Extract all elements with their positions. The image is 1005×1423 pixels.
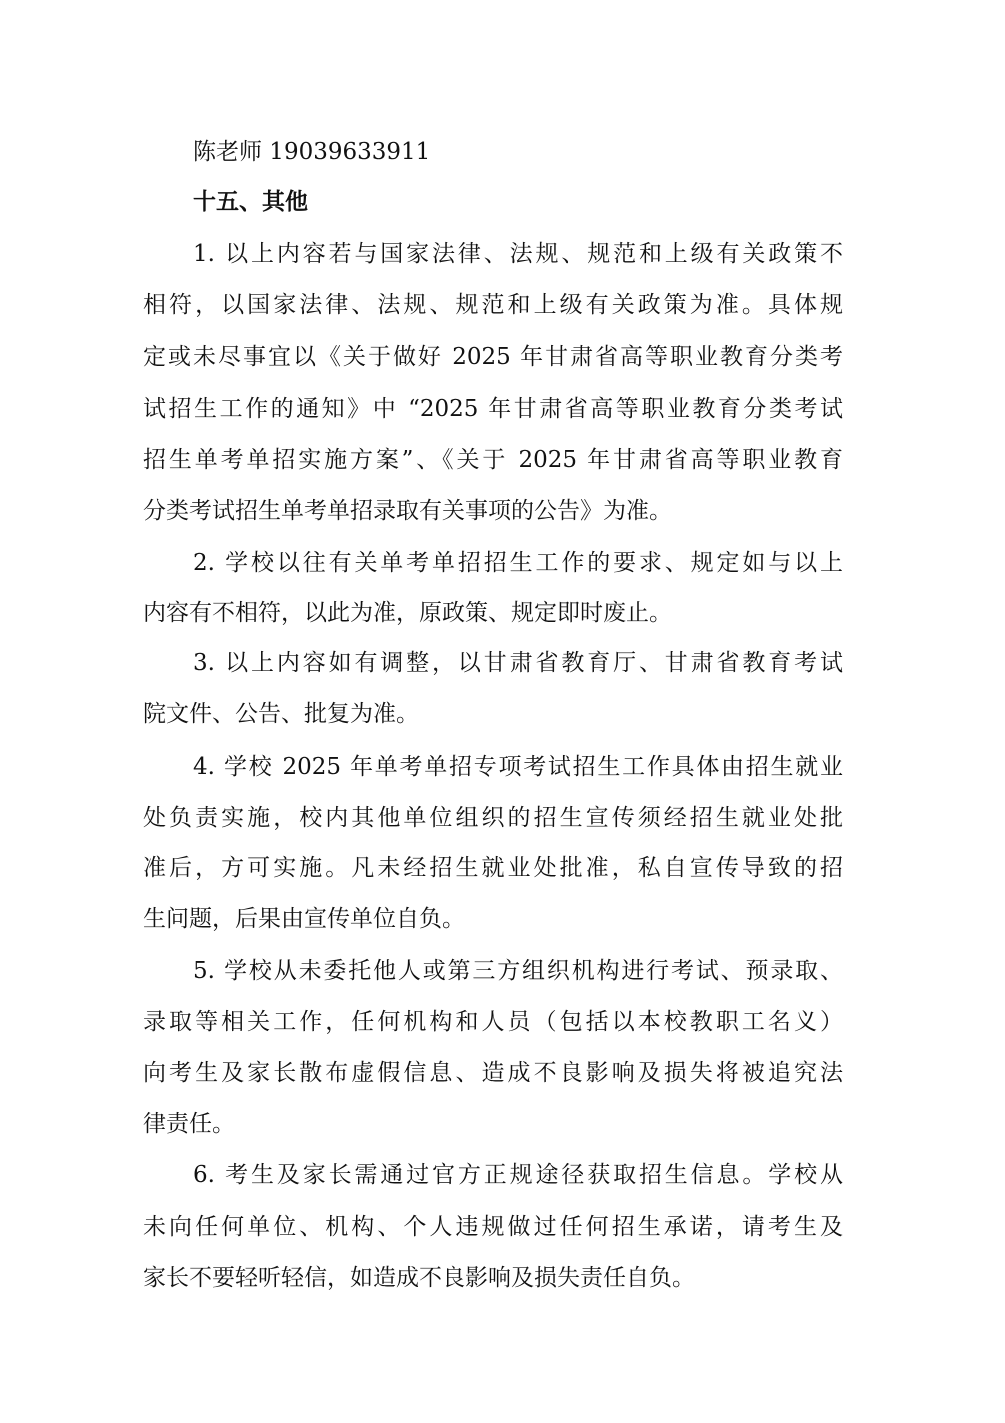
paragraph-line: 招生单考单招实施方案”、《关于 2025 年甘肃省高等职业教育: [143, 447, 843, 473]
paragraph-line: 3. 以上内容如有调整，以甘肃省教育厅、甘肃省教育考试: [193, 650, 843, 676]
paragraph-line: 录取等相关工作，任何机构和人员（包括以本校教职工名义）: [143, 1009, 843, 1035]
paragraph-line: 1. 以上内容若与国家法律、法规、规范和上级有关政策不: [193, 241, 843, 267]
contact-line: 陈老师 19039633911: [193, 139, 431, 165]
paragraph-line: 内容有不相符，以此为准，原政策、规定即时废止。: [143, 600, 672, 626]
paragraph-line: 处负责实施，校内其他单位组织的招生宣传须经招生就业处批: [143, 805, 843, 831]
paragraph-line: 院文件、公告、批复为准。: [143, 701, 419, 727]
section-heading: 十五、其他: [193, 189, 308, 215]
paragraph-line: 相符，以国家法律、法规、规范和上级有关政策为准。具体规: [143, 292, 843, 318]
paragraph-line: 准后，方可实施。凡未经招生就业处批准，私自宣传导致的招: [143, 855, 843, 881]
paragraph-line: 分类考试招生单考单招录取有关事项的公告》为准。: [143, 498, 672, 524]
paragraph-line: 律责任。: [143, 1111, 235, 1137]
paragraph-line: 6. 考生及家长需通过官方正规途径获取招生信息。学校从: [193, 1162, 843, 1188]
paragraph-line: 生问题，后果由宣传单位自负。: [143, 906, 465, 932]
paragraph-line: 定或未尽事宜以《关于做好 2025 年甘肃省高等职业教育分类考: [143, 344, 843, 370]
paragraph-line: 试招生工作的通知》中 “2025 年甘肃省高等职业教育分类考试: [143, 396, 843, 422]
paragraph-line: 5. 学校从未委托他人或第三方组织机构进行考试、预录取、: [193, 958, 843, 984]
paragraph-line: 2. 学校以往有关单考单招招生工作的要求、规定如与以上: [193, 550, 843, 576]
paragraph-line: 未向任何单位、机构、个人违规做过任何招生承诺，请考生及: [143, 1214, 843, 1240]
paragraph-line: 家长不要轻听轻信，如造成不良影响及损失责任自负。: [143, 1265, 695, 1291]
paragraph-line: 4. 学校 2025 年单考单招专项考试招生工作具体由招生就业: [193, 754, 843, 780]
paragraph-line: 向考生及家长散布虚假信息、造成不良影响及损失将被追究法: [143, 1060, 843, 1086]
